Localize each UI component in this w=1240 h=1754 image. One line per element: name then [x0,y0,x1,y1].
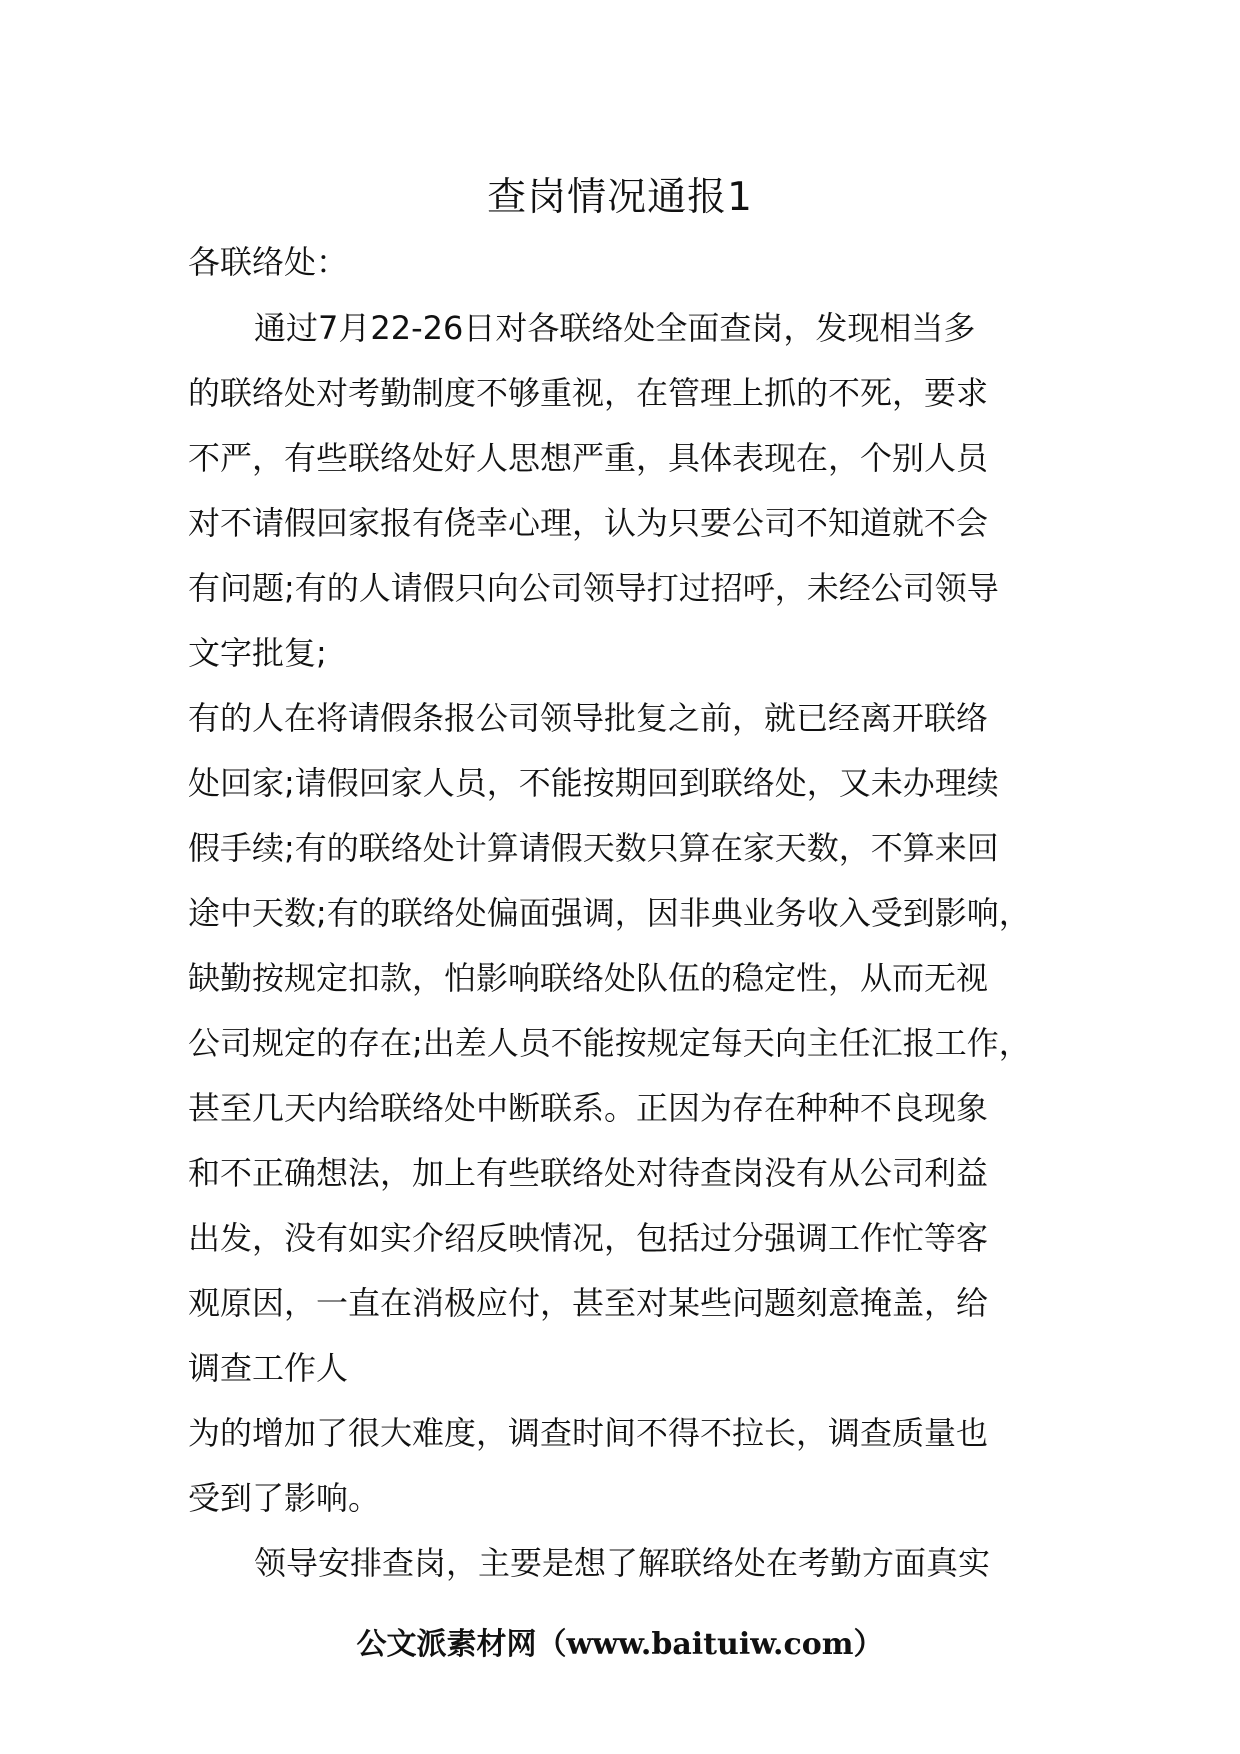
salutation: 各联络处： [188,243,349,281]
footer-watermark: 公文派素材网（www.baituiw.com） [356,1627,884,1662]
document-body [188,296,1088,1596]
body-line: 假手续;有的联络处计算请假天数只算在家天数，不算来回 [188,829,999,867]
body-line: 文字批复; [188,634,327,672]
body-line: 调查工作人 [188,1349,349,1387]
body-line: 出发，没有如实介绍反映情况，包括过分强调工作忙等客 [188,1219,989,1257]
body-line: 和不正确想法，加上有些联络处对待查岗没有从公司利益 [188,1154,989,1192]
body-line: 甚至几天内给联络处中断联系。正因为存在种种不良现象 [188,1089,989,1127]
body-line: 途中天数;有的联络处偏面强调，因非典业务收入受到影响， [188,894,1031,932]
body-line: 的联络处对考勤制度不够重视，在管理上抓的不死，要求 [188,374,989,412]
body-line: 为的增加了很大难度，调查时间不得不拉长，调查质量也 [188,1414,989,1452]
body-line: 对不请假回家报有侥幸心理，认为只要公司不知道就不会 [188,504,989,542]
document-title: 查岗情况通报1 [487,175,753,220]
body-line: 公司规定的存在;出差人员不能按规定每天向主任汇报工作， [188,1024,1031,1062]
body-line: 观原因，一直在消极应付，甚至对某些问题刻意掩盖，给 [188,1284,989,1322]
body-line: 有的人在将请假条报公司领导批复之前，就已经离开联络 [188,699,989,737]
body-line: 通过7月22-26日对各联络处全面查岗，发现相当多 [254,309,976,347]
body-line: 缺勤按规定扣款，怕影响联络处队伍的稳定性，从而无视 [188,959,989,997]
body-line: 领导安排查岗，主要是想了解联络处在考勤方面真实 [254,1544,991,1582]
body-line: 不严，有些联络处好人思想严重，具体表现在，个别人员 [188,439,989,477]
body-line: 受到了影响。 [188,1479,381,1517]
body-line: 有问题;有的人请假只向公司领导打过招呼，未经公司领导 [188,569,999,607]
body-line: 处回家;请假回家人员，不能按期回到联络处，又未办理续 [188,764,999,802]
